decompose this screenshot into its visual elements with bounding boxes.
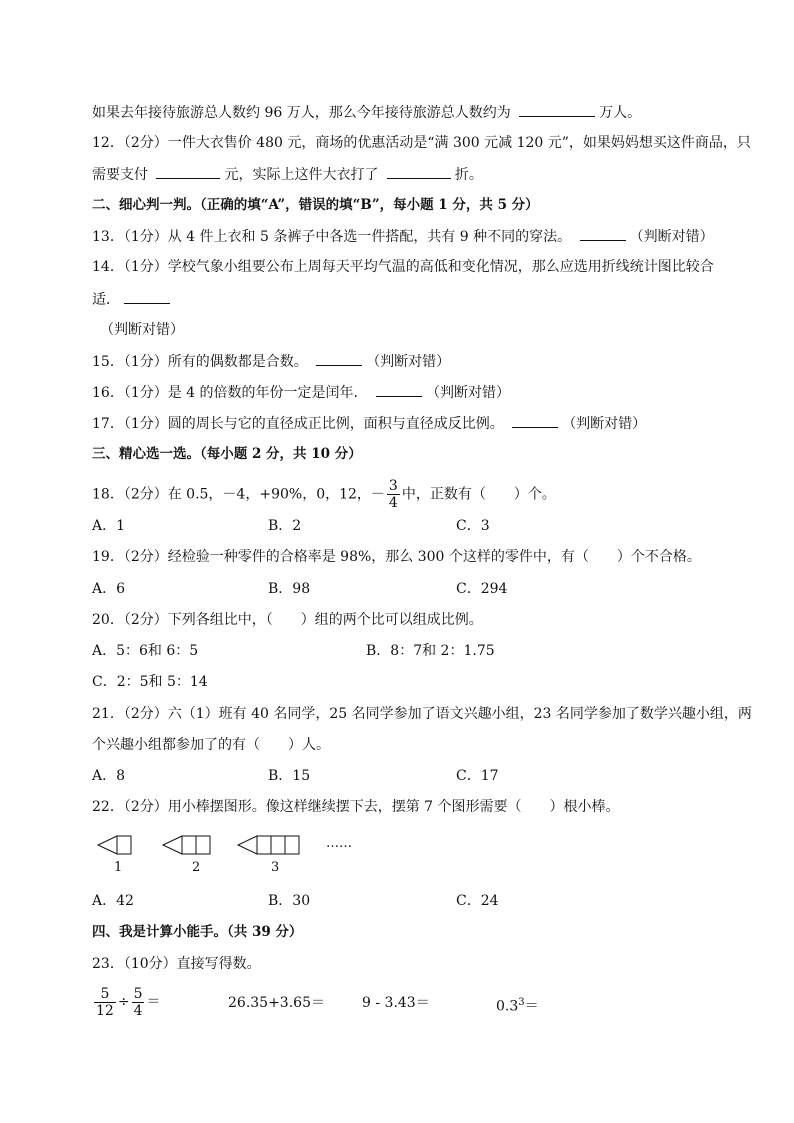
q12-line1: 12．（2分）一件大衣售价 480 元，商场的优惠活动是“满 300 元减 120 元”，如果妈妈想买这件商品，只: [92, 135, 751, 151]
stick-figure-2: [163, 836, 214, 854]
q14-tail: （判断对错）: [100, 322, 184, 338]
q21-line2: 个兴趣小组都参加了的有（ ）人。: [92, 737, 330, 753]
q23-stem: 23．（10分）直接写得数。: [92, 956, 261, 972]
q13: 13．（1分）从 4 件上衣和 5 条裤子中各选一件搭配，共有 9 种不同的穿法。 （判断对错）: [92, 226, 714, 247]
q12-line2: 需要支付 元，实际上这件大衣打了 折。: [92, 164, 483, 185]
q21-option-c[interactable]: C．17: [456, 768, 499, 784]
q18-option-b[interactable]: B．2: [268, 518, 302, 534]
q18-stem: 18．（2分）在 0.5，－4，+90%，0，12，－ $\frac{3}{4}$ 中，正数有（ ）个。: [92, 478, 556, 511]
q22-option-c[interactable]: C．24: [456, 893, 499, 909]
q17: 17．（1分）圆的周长与它的直径成正比例，面积与直径成反比例。 （判断对错）: [92, 413, 646, 434]
q23-expr-4: $0.3^3=$: [496, 997, 539, 1015]
q12-discount-blank[interactable]: [387, 164, 451, 179]
figure-label-1: 1: [114, 860, 123, 875]
q22-option-b[interactable]: B．30: [268, 893, 311, 909]
section3-title: 三、精心选一选。（每小题 2 分，共 10 分）: [92, 446, 362, 462]
q20-option-b[interactable]: B．8：7和 2：1.75: [366, 643, 495, 659]
q20-stem: 20．（2分）下列各组比中，（ ）组的两个比可以组成比例。: [92, 612, 483, 628]
q21-option-a[interactable]: A．8: [92, 768, 126, 784]
q22-stem: 22．（2分）用小棒摆图形。像这样继续摆下去，摆第 7 个图形需要（ ）根小棒。: [92, 799, 620, 815]
q14-answer-blank[interactable]: [124, 289, 170, 304]
q19-stem: 19．（2分）经检验一种零件的合格率是 98%，那么 300 个这样的零件中，有（ ）个不合格。: [92, 549, 701, 565]
q22-stick-figures: [96, 834, 336, 856]
stick-figure-3: [238, 836, 299, 854]
section4-title: 四、我是计算小能手。（共 39 分）: [92, 924, 303, 940]
q23-expr-3: 9 - 3.43＝: [362, 995, 430, 1011]
figure-ellipsis: ……: [326, 836, 352, 851]
q20-option-c[interactable]: C．2：5和 5：14: [92, 674, 208, 690]
section2-title: 二、细心判一判。（正确的填“A”，错误的填“B”，每小题 1 分，共 5 分）: [92, 197, 539, 213]
q21-line1: 21．（2分）六（1）班有 40 名同学，25 名同学参加了语文兴趣小组，23 名同学参加了数学兴趣小组，两: [92, 706, 752, 722]
figure-label-2: 2: [192, 860, 201, 875]
stick-figure-1: [98, 836, 131, 854]
q21-option-b[interactable]: B．15: [268, 768, 311, 784]
q12-pay-blank[interactable]: [156, 164, 220, 179]
q19-option-a[interactable]: A．6: [92, 581, 126, 597]
q17-answer-blank[interactable]: [512, 413, 558, 428]
q19-option-b[interactable]: B．98: [268, 581, 311, 597]
q18-option-c[interactable]: C．3: [456, 518, 490, 534]
q14-line1: 14．（1分）学校气象小组要公布上周每天平均气温的高低和变化情况，那么应选用折线统计图比较合: [92, 259, 714, 275]
q16-answer-blank[interactable]: [376, 382, 422, 397]
q20-option-a[interactable]: A．5：6和 6：5: [92, 643, 199, 659]
q22-option-a[interactable]: A．42: [92, 893, 134, 909]
q15: 15．（1分）所有的偶数都是合数。 （判断对错）: [92, 351, 450, 372]
q23-expr-2: 26.35+3.65＝: [228, 995, 325, 1011]
q19-option-c[interactable]: C．294: [456, 581, 508, 597]
q23-fraction-1: $\frac{5}{12}$: [96, 985, 114, 1019]
q11-continuation: 如果去年接待旅游总人数约 96 万人，那么今年接待旅游总人数约为 万人。: [92, 102, 641, 123]
figure-label-3: 3: [271, 860, 280, 875]
q15-answer-blank[interactable]: [316, 351, 362, 366]
q18-option-a[interactable]: A．1: [92, 518, 126, 534]
q13-answer-blank[interactable]: [580, 226, 626, 241]
q18-fraction: $\frac{3}{4}$: [388, 478, 398, 511]
q16: 16．（1分）是 4 的倍数的年份一定是闰年． （判断对错）: [92, 382, 510, 403]
q23-expr-1: $\frac{5}{12}$ ÷ $\frac{5}{4}$ ＝: [96, 985, 161, 1019]
q23-fraction-2: $\frac{5}{4}$: [133, 985, 143, 1019]
q14-line2: 适．: [92, 289, 174, 310]
q11-answer-blank[interactable]: [519, 102, 595, 117]
